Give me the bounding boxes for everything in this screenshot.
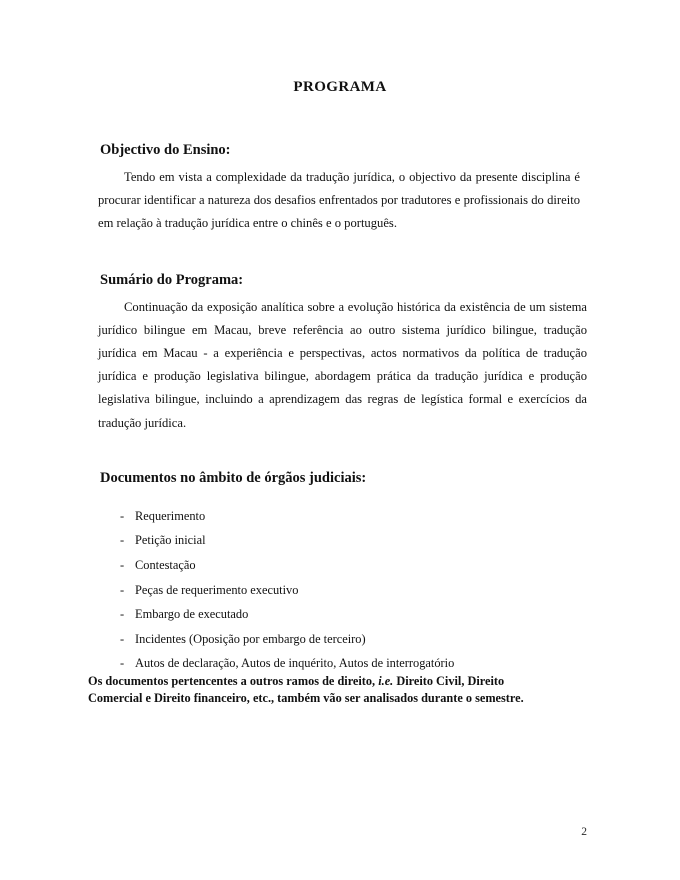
page-number: 2 [581,826,587,838]
list-item [98,631,588,647]
list-item [98,655,588,671]
closing-note-part2: Direito Civil, Direito [396,674,505,688]
dash-marker-icon: - [120,631,125,646]
list-item-label: Requerimento [135,508,206,523]
section-paragraph-sumario: Continuação da exposição analítica sobre a evolução histórica da existência de um sistema jurídico bilingue em Macau, breve referência ao outro sistema jurídico bilingue, tradução jurídica em Macau - a experiência e perspectivas, actos normativos da política de tradução jurídica e produção legislativa bilingue, abordagem prática da tradução jurídica e produção legislativa bilingue, incluindo a aprendizagem das regras de legística formal e exercícios da tradução jurídica. [98,299,587,430]
list-item-label: Petição inicial [135,533,206,548]
section-heading-sumario: Sumário do Programa: [100,271,244,288]
dash-marker-icon: - [120,533,125,548]
section-paragraph-objectivo: Tendo em vista a complexidade da tradução jurídica, o objectivo da presente disciplina é procurar identificar a natureza dos desafios enfrentados por tradutores e profissionais do direito em relação à tradução jurídica entre o chinês e o português. [98,170,580,231]
closing-note-part1: Os documentos pertencentes a outros ramos de direito, [88,674,376,688]
closing-note-emphasis: i.e. [378,674,394,688]
section-heading-objectivo: Objectivo do Ensino: [100,142,231,158]
list-item [98,508,588,524]
document-body [98,140,588,680]
list-spacer [98,494,588,508]
dash-marker-icon: - [120,582,125,597]
documentos-list [98,508,588,672]
list-item-label: Contestação [135,558,196,573]
section-sumario-do-programa [98,270,588,435]
page-title: PROGRAMA [293,79,387,95]
section-objectivo-do-ensino [98,140,588,236]
section-spacer [98,236,588,270]
list-item [98,606,588,622]
list-item-label: Embargo de executado [135,607,249,622]
dash-marker-icon: - [120,607,125,622]
section-spacer [98,435,588,468]
list-item [98,532,588,548]
list-item [98,582,588,598]
list-item [98,557,588,573]
dash-marker-icon: - [120,558,125,573]
list-item-label: Autos de declaração, Autos de inquérito, Autos de interrogatório [135,656,455,671]
section-documentos-judiciais [98,468,588,672]
dash-marker-icon: - [120,508,125,523]
list-item-label: Incidentes (Oposição por embargo de terceiro) [135,631,366,646]
dash-marker-icon: - [120,656,125,671]
section-heading-documentos: Documentos no âmbito de órgãos judiciais: [100,469,367,486]
closing-note [88,673,587,706]
list-item-label: Peças de requerimento executivo [135,582,299,597]
closing-note-line2: Comercial e Direito financeiro, etc., também vão ser analisados durante o semestre. [88,690,524,705]
